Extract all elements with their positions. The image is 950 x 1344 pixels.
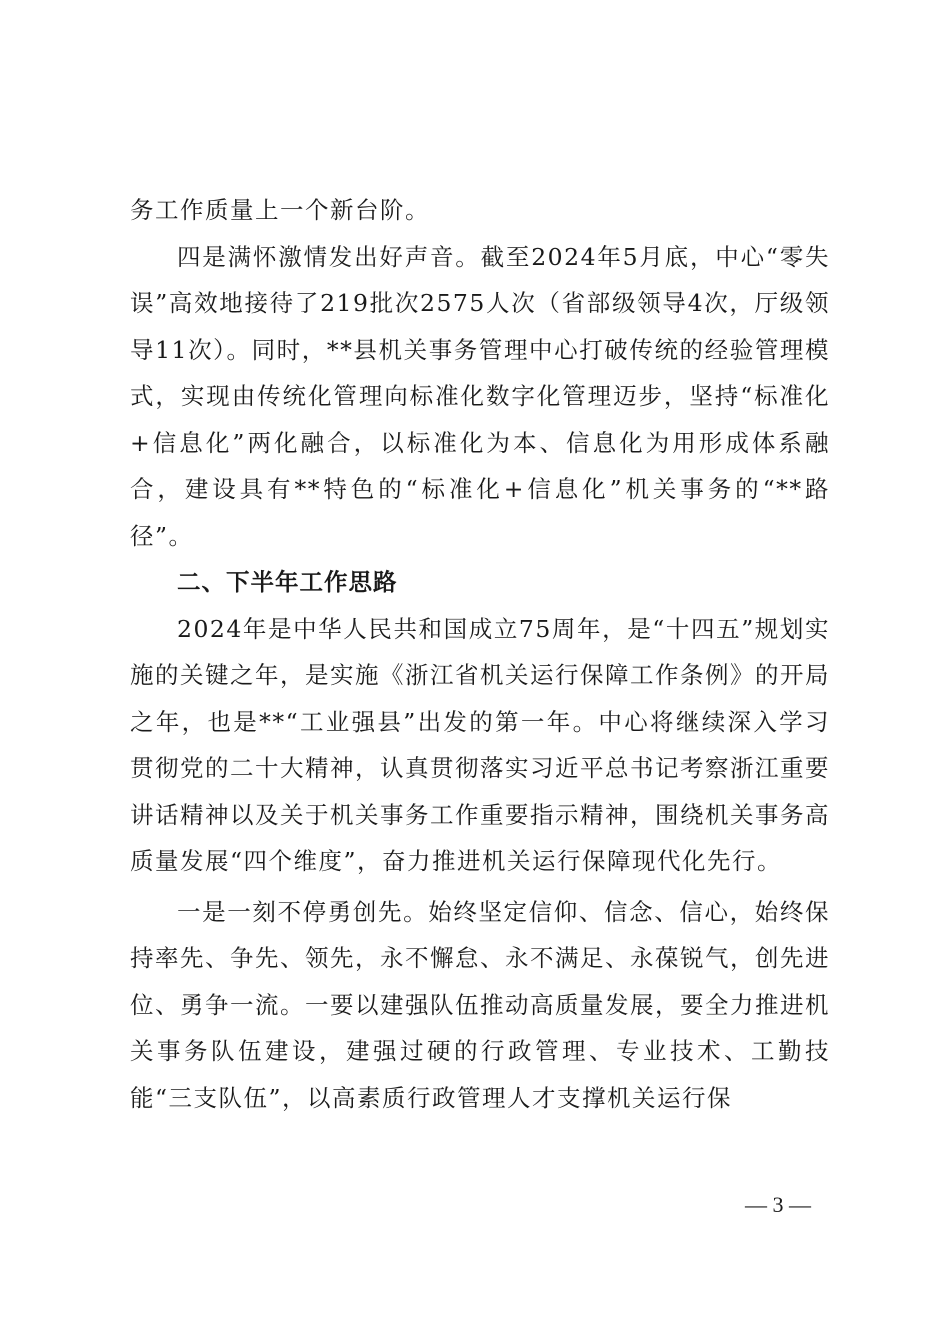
paragraph-continuation: 务工作质量上一个新台阶。 [130, 196, 430, 224]
paragraph-four-voice: 四是满怀激情发出好声音。截至2024年5月底，中心“零失误”高效地接待了219批次2575人次（省部级领导4次，厅级领导11次）。同时，**县机关事务管理中心打破传统的经验管理模式，实现由传统化管理向标准化数字化管理迈步，坚持“标准化+信息化”两化融合，以标准化为本、信息化为用形成体系融合，建设具有**特色的“标准化+信息化”机关事务的“**路径”。 [130, 242, 830, 550]
paragraph-first-point: 一是一刻不停勇创先。始终坚定信仰、信念、信心，始终保持率先、争先、领先，永不懈怠、永不满足、永葆锐气，创先进位、勇争一流。一要以建强队伍推动高质量发展，要全力推进机关事务队伍建设，建强过硬的行政管理、专业技术、工勤技能“三支队伍”，以高素质行政管理人才支撑机关运行保 [130, 897, 830, 1112]
page-number: — 3 — [745, 1192, 811, 1217]
section-heading: 二、下半年工作思路 [177, 568, 398, 596]
document-body [130, 187, 830, 1121]
paragraph-overview: 2024年是中华人民共和国成立75周年，是“十四五”规划实施的关键之年，是实施《浙江省机关运行保障工作条例》的开局之年，也是**“工业强县”出发的第一年。中心将继续深入学习贯彻党的二十大精神，认真贯彻落实习近平总书记考察浙江重要讲话精神以及关于机关事务工作重要指示精神，围绕机关事务高质量发展“四个维度”，奋力推进机关运行保障现代化先行。 [130, 614, 830, 875]
